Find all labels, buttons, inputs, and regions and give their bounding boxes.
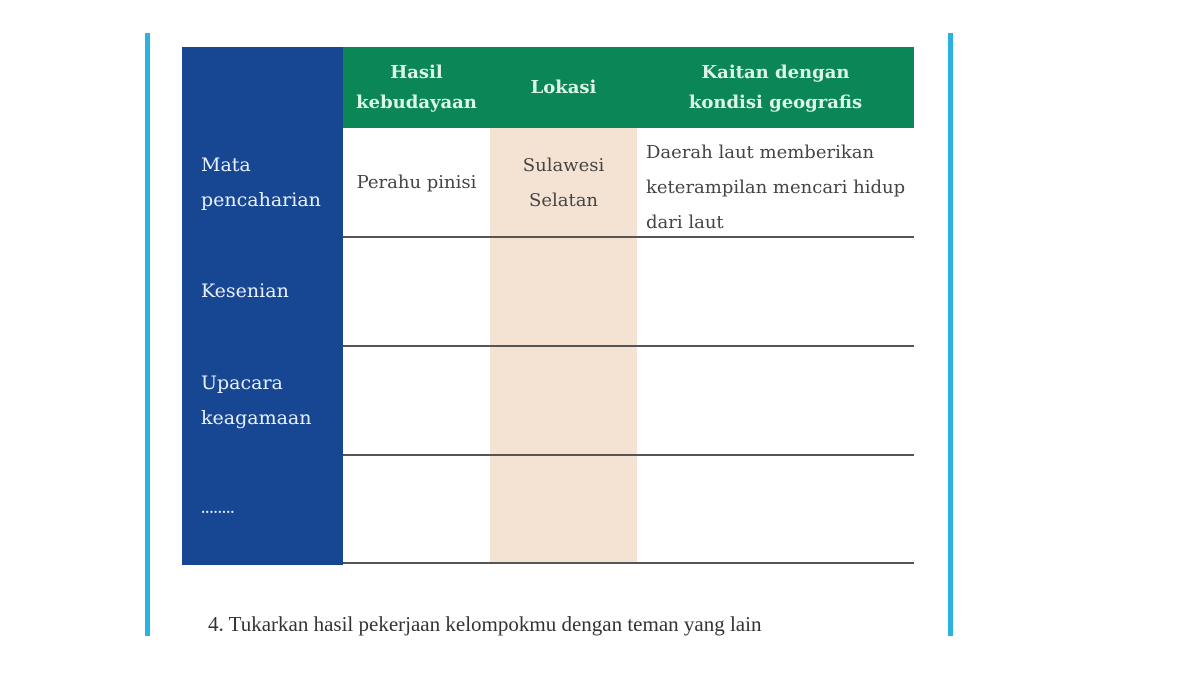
culture-table bbox=[182, 47, 914, 565]
left-margin-bar bbox=[145, 33, 150, 636]
header-hasil: Hasil kebudayaan bbox=[343, 47, 490, 128]
header-kaitan: Kaitan dengan kondisi geografis bbox=[637, 47, 914, 128]
instruction-text: 4. Tukarkan hasil pekerjaan kelompokmu dengan teman yang lain bbox=[208, 612, 762, 636]
header-lokasi: Lokasi bbox=[490, 47, 637, 128]
row-divider bbox=[343, 454, 914, 456]
row-divider bbox=[343, 236, 914, 238]
row-label: Kesenian bbox=[182, 237, 343, 346]
row-label: ........ bbox=[182, 455, 343, 563]
row-divider bbox=[343, 345, 914, 347]
cell-lokasi: Sulawesi Selatan bbox=[522, 154, 605, 211]
cell-kaitan: Daerah laut memberikan keterampilan mencari hidup dari laut bbox=[646, 142, 906, 233]
header-corner bbox=[182, 47, 343, 128]
cell-hasil: Perahu pinisi bbox=[356, 172, 477, 193]
right-margin-bar bbox=[948, 33, 953, 636]
row-label: Upacara keagamaan bbox=[182, 346, 343, 455]
row-divider bbox=[343, 562, 914, 564]
row-label: Mata pencaharian bbox=[182, 128, 343, 237]
